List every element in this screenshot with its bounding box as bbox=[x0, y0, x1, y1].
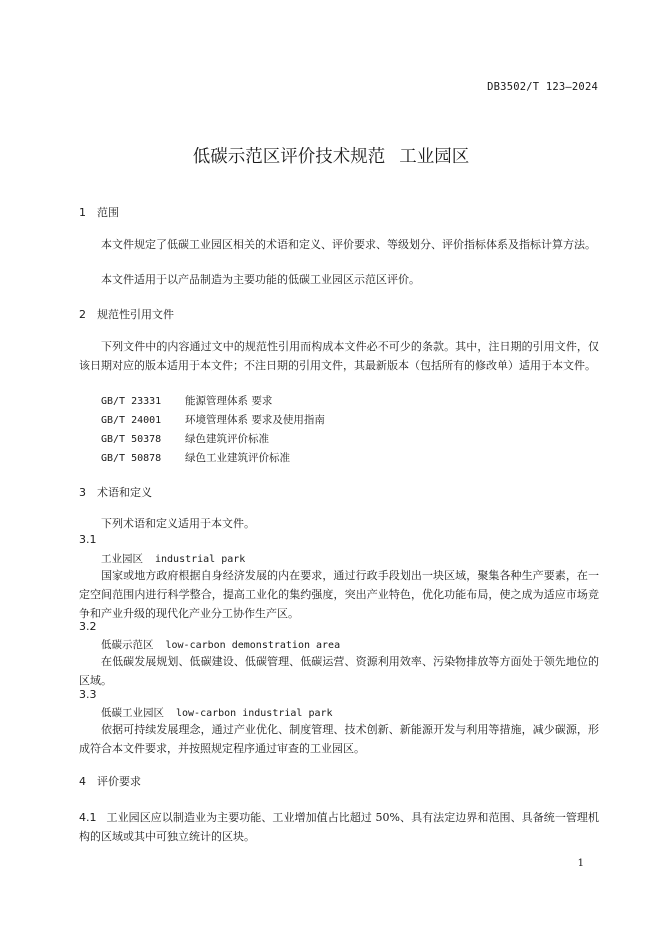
clause-text: 工业园区应以制造业为主要功能、工业增加值占比超过 50%、具有法定边界和范围、具备统一管理机构的区域或其中可独立统计的区块。 bbox=[79, 811, 599, 843]
section-2-heading bbox=[79, 306, 174, 322]
reference-title: 环境管理体系 要求及使用指南 bbox=[185, 414, 325, 426]
section-3-intro: 下列术语和定义适用于本文件。 bbox=[101, 517, 255, 530]
reference-title: 绿色建筑评价标准 bbox=[185, 433, 269, 445]
section-title: 规范性引用文件 bbox=[97, 308, 174, 321]
section-1-paragraph-1: 本文件规定了低碳工业园区相关的术语和定义、评价要求、等级划分、评价指标体系及指标计算方法。 bbox=[101, 238, 596, 251]
document-code: DB3502/T 123—2024 bbox=[487, 81, 598, 93]
reference-item bbox=[101, 450, 290, 465]
document-title bbox=[0, 143, 662, 168]
section-1-heading bbox=[79, 204, 119, 220]
section-number: 1 bbox=[79, 206, 86, 219]
section-4-heading bbox=[79, 773, 141, 789]
term-chinese: 低碳示范区 bbox=[101, 639, 154, 651]
reference-code: GB/T 50878 bbox=[101, 453, 162, 464]
term-english: low-carbon demonstration area bbox=[165, 640, 341, 651]
term-number: 3.2 bbox=[79, 620, 97, 633]
section-3-heading bbox=[79, 484, 152, 500]
section-1-paragraph-2: 本文件适用于以产品制造为主要功能的低碳工业园区示范区评价。 bbox=[101, 273, 420, 286]
title-sub: 工业园区 bbox=[399, 147, 470, 167]
page-number: 1 bbox=[577, 858, 584, 869]
term-chinese: 低碳工业园区 bbox=[101, 707, 164, 719]
reference-code: GB/T 24001 bbox=[101, 415, 162, 426]
term-definition: 依据可持续发展理念，通过产业优化、制度管理、技术创新、新能源开发与利用等措施，减少碳源，形成符合本文件要求，并按照规定程序通过审查的工业园区。 bbox=[79, 723, 599, 755]
term-heading bbox=[101, 551, 245, 566]
term-definition: 在低碳发展规划、低碳建设、低碳管理、低碳运营、资源利用效率、污染物排放等方面处于领先地位的区域。 bbox=[79, 655, 599, 687]
clause-number: 4.1 bbox=[79, 811, 97, 824]
term-number: 3.1 bbox=[79, 533, 97, 546]
term-chinese: 工业园区 bbox=[101, 553, 143, 565]
section-title: 评价要求 bbox=[97, 775, 141, 788]
term-english: low-carbon industrial park bbox=[176, 708, 333, 719]
reference-title: 绿色工业建筑评价标准 bbox=[185, 452, 290, 464]
clause-4-1 bbox=[79, 808, 599, 846]
term-number: 3.3 bbox=[79, 688, 97, 701]
title-main: 低碳示范区评价技术规范 bbox=[192, 147, 386, 167]
term-english: industrial park bbox=[155, 554, 246, 565]
section-number: 4 bbox=[79, 775, 86, 788]
reference-item bbox=[101, 431, 269, 446]
term-heading bbox=[101, 705, 333, 720]
section-number: 2 bbox=[79, 308, 86, 321]
reference-title: 能源管理体系 要求 bbox=[185, 395, 273, 407]
reference-item bbox=[101, 393, 272, 408]
reference-code: GB/T 23331 bbox=[101, 396, 162, 407]
section-title: 范围 bbox=[97, 206, 119, 219]
reference-code: GB/T 50378 bbox=[101, 434, 162, 445]
term-heading bbox=[101, 637, 340, 652]
section-2-paragraph-1: 下列文件中的内容通过文中的规范性引用而构成本文件必不可少的条款。其中，注日期的引用文件，仅该日期对应的版本适用于本文件；不注日期的引用文件，其最新版本（包括所有的修改单）适用于本文件。 bbox=[79, 340, 599, 372]
section-number: 3 bbox=[79, 486, 86, 499]
reference-item bbox=[101, 412, 325, 427]
section-title: 术语和定义 bbox=[97, 486, 152, 499]
term-definition: 国家或地方政府根据自身经济发展的内在要求，通过行政手段划出一块区域，聚集各种生产要素，在一定空间范围内进行科学整合，提高工业化的集约强度，突出产业特色，优化功能布局，使之成为适应市场竞争和产业升级的现代化产业分工协作生产区。 bbox=[79, 569, 599, 620]
